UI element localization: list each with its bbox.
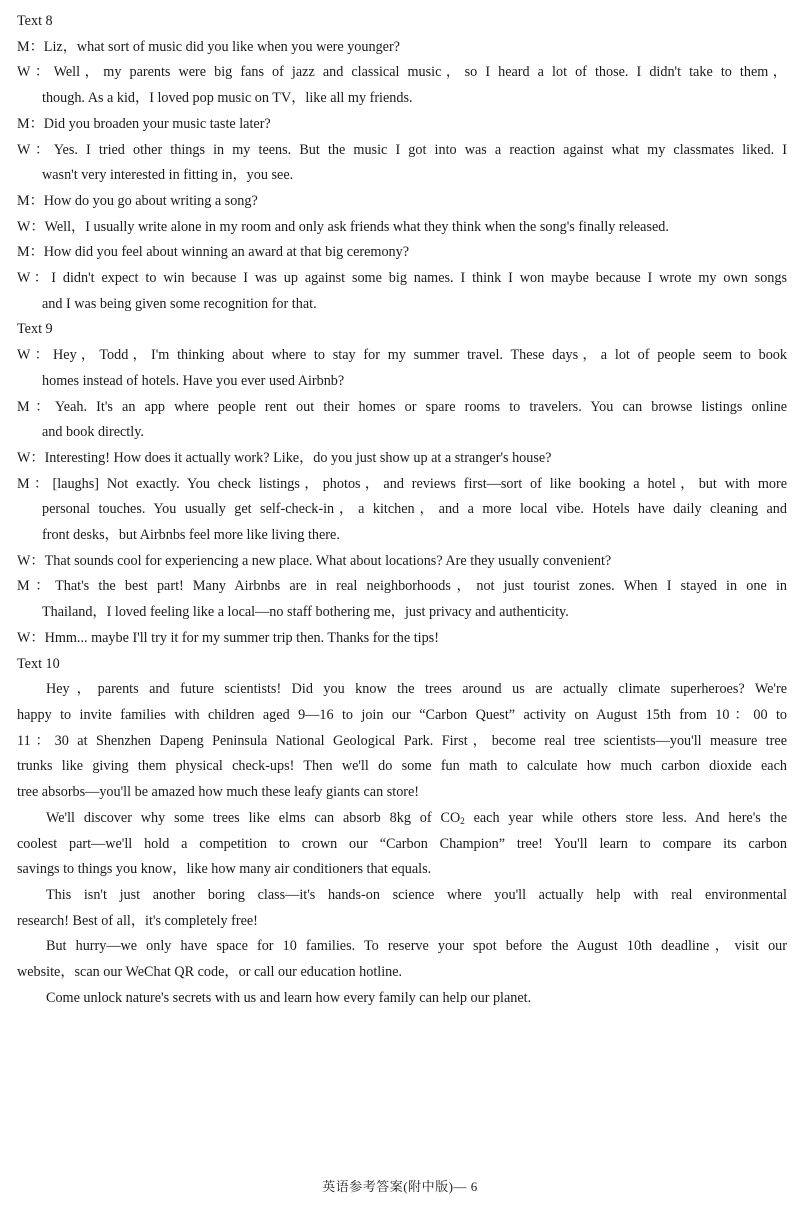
- dialogue-line: W：Interesting! How does it actually work? Like，do you just show up at a stranger's house?: [17, 449, 552, 466]
- dialogue-continuation: front desks，but Airbnbs feel more like living there.: [42, 527, 340, 544]
- dialogue-line: W：Yes. I tried other things in my teens. But the music I got into was a reaction against what my classmates liked. I: [17, 141, 787, 158]
- dialogue-turn: [17, 138, 787, 189]
- paragraph-line: [17, 806, 787, 832]
- dialogue-continuation: homes instead of hotels. Have you ever used Airbnb?: [42, 372, 345, 389]
- dialogue-turn: [17, 240, 787, 266]
- paragraph-line: coolest part—we'll hold a competition to crown our “Carbon Champion” tree! You'll learn to compare its carbon: [17, 835, 787, 852]
- dialogue-line: M：Did you broaden your music taste later?: [17, 115, 271, 132]
- dialogue-line: W：That sounds cool for experiencing a new place. What about locations? Are they usually convenient?: [17, 552, 612, 569]
- dialogue-turn: [17, 395, 787, 446]
- text-10-section: [17, 652, 787, 1012]
- dialogue-line: W：Hey，Todd，I'm thinking about where to stay for my summer travel. These days，a lot of people seem to book: [17, 347, 787, 364]
- co2-text-before: We'll discover why some trees like elms can absorb 8kg of CO: [46, 809, 461, 826]
- dialogue-line: W：Well，I usually write alone in my room and only ask friends what they think when the song's finally released.: [17, 218, 669, 235]
- paragraph-line: 11：30 at Shenzhen Dapeng Peninsula National Geological Park. First，become real tree scientists—you'll measure tree: [17, 732, 787, 749]
- dialogue-continuation: wasn't very interested in fitting in，you see.: [42, 167, 294, 184]
- paragraph-3: [17, 883, 787, 934]
- dialogue-line: M：[laughs] Not exactly. You check listings，photos，and reviews first—sort of like booking a hotel，but with more: [17, 475, 787, 492]
- paragraph-line: tree absorbs—you'll be amazed how much these leafy giants can store!: [17, 784, 420, 801]
- dialogue-turn: [17, 215, 787, 241]
- dialogue-line: M：That's the best part! Many Airbnbs are in real neighborhoods，not just tourist zones. When I stayed in one in: [17, 578, 787, 595]
- paragraph-line: savings to things you know，like how many air conditioners that equals.: [17, 861, 432, 878]
- dialogue-turn: [17, 266, 787, 317]
- dialogue-turn: [17, 35, 787, 61]
- paragraph-line: Hey，parents and future scientists! Did you know the trees around us are actually climate superheroes? We're: [46, 681, 787, 698]
- dialogue-turn: [17, 549, 787, 575]
- paragraph-line: This isn't just another boring class—it's hands-on science where you'll actually help with real environmental: [46, 886, 787, 903]
- dialogue-continuation: Thailand，I loved feeling like a local—no staff bothering me，just privacy and authenticity.: [42, 604, 569, 621]
- dialogue-line: W：Well，my parents were big fans of jazz and classical music，so I heard a lot of those. I didn't take to them，: [17, 64, 787, 81]
- dialogue-continuation: and I was being given some recognition for that.: [42, 295, 317, 312]
- paragraph-line: happy to invite families with children aged 9—16 to join our “Carbon Quest” activity on August 15th from 10：00 to: [17, 706, 787, 723]
- dialogue-line: W：Hmm... maybe I'll try it for my summer trip then. Thanks for the tips!: [17, 629, 439, 646]
- dialogue-turn: [17, 189, 787, 215]
- page-content: [17, 9, 787, 1011]
- text-8-section: [17, 9, 787, 317]
- dialogue-line: M：How did you feel about winning an award at that big ceremony?: [17, 244, 410, 261]
- dialogue-line: M：Yeah. It's an app where people rent out their homes or spare rooms to travelers. You can browse listings online: [17, 398, 787, 415]
- co2-text-after: each year while others store less. And here's the: [464, 809, 788, 826]
- paragraph-2: [17, 806, 787, 883]
- dialogue-line: M：Liz，what sort of music did you like when you were younger?: [17, 38, 400, 55]
- text-9-heading: Text 9: [17, 321, 53, 338]
- paragraph-5: [17, 986, 787, 1012]
- text-10-heading: Text 10: [17, 655, 60, 672]
- text-8-heading: Text 8: [17, 13, 53, 29]
- dialogue-continuation: personal touches. You usually get self-check-in，a kitchen，and a more local vibe. Hotels have daily cleaning and: [42, 501, 787, 518]
- dialogue-continuation: and book directly.: [42, 424, 144, 441]
- paragraph-line: But hurry—we only have space for 10 families. To reserve your spot before the August 10th deadline，visit our: [46, 938, 787, 955]
- dialogue-turn: [17, 626, 787, 652]
- dialogue-turn: [17, 446, 787, 472]
- paragraph-line: Come unlock nature's secrets with us and learn how every family can help our planet.: [46, 989, 532, 1006]
- dialogue-continuation: though. As a kid，I loved pop music on TV，like all my friends.: [42, 90, 413, 107]
- co2-subscript: 2: [460, 815, 465, 826]
- paragraph-line: trunks like giving them physical check-ups! Then we'll do some fun math to calculate how much carbon dioxide each: [17, 758, 787, 775]
- dialogue-turn: [17, 60, 787, 111]
- dialogue-line: M：How do you go about writing a song?: [17, 192, 258, 209]
- dialogue-turn: [17, 574, 787, 625]
- dialogue-line: W：I didn't expect to win because I was up against some big names. I think I won maybe because I wrote my own songs: [17, 270, 787, 287]
- paragraph-line: research! Best of all，it's completely free!: [17, 912, 258, 929]
- text-9-section: [17, 317, 787, 651]
- paragraph-4: [17, 934, 787, 985]
- paragraph-line: website，scan our WeChat QR code，or call our education hotline.: [17, 964, 403, 981]
- dialogue-turn: [17, 112, 787, 138]
- dialogue-turn: [17, 472, 787, 549]
- paragraph-1: [17, 677, 787, 806]
- dialogue-turn: [17, 343, 787, 394]
- page-footer: 英语参考答案(附中版)— 6: [322, 1179, 478, 1194]
